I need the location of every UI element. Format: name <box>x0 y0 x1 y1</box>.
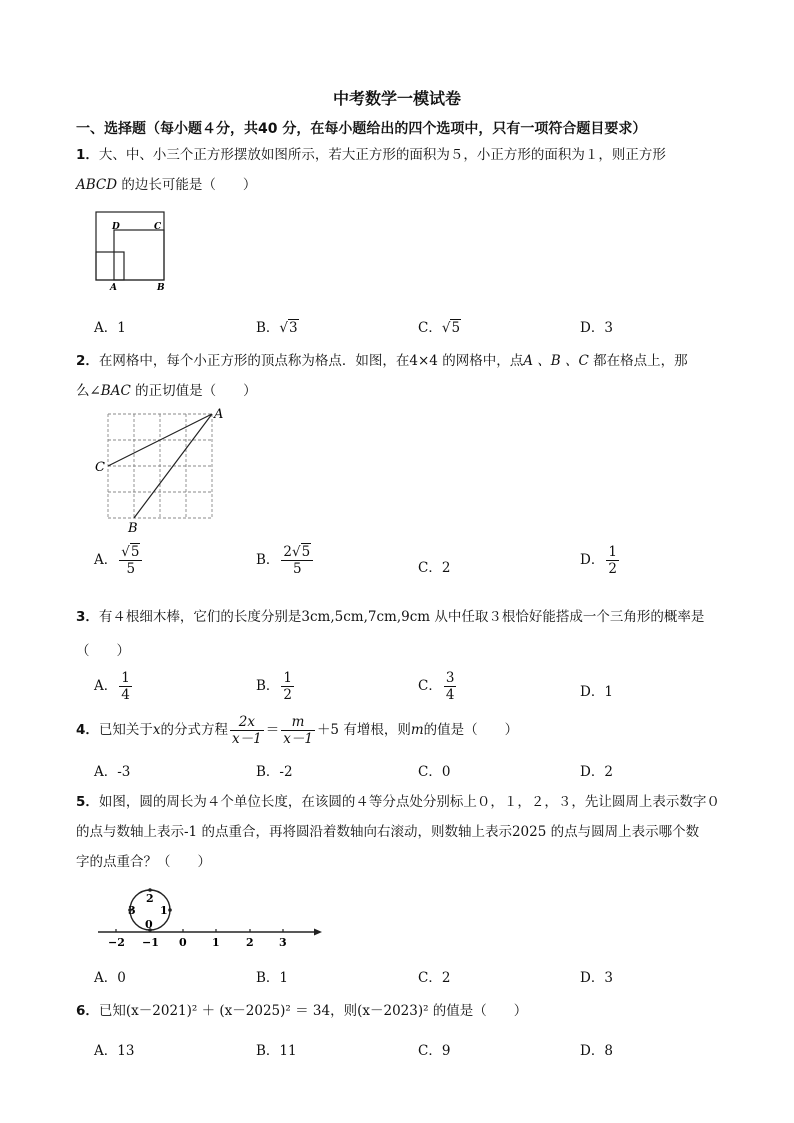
tick-label: −2 <box>108 936 125 949</box>
q1-option-a[interactable]: A．1 <box>94 320 126 336</box>
question-1 <box>76 140 756 170</box>
medium-square <box>114 230 164 280</box>
fraction: $\frac{√5}{5}$ <box>119 544 142 577</box>
fraction: $\frac{1}{2}$ <box>608 544 617 577</box>
axis-arrow-icon <box>314 929 322 936</box>
question-text: 大、中、小三个正方形摆放如图所示，若大正方形的面积为５，小正方形的面积为１，则正方形 <box>98 147 666 163</box>
question-3-line2: （ ） <box>76 643 130 659</box>
q5-option-c[interactable]: C．2 <box>418 970 451 986</box>
q3-option-a[interactable]: A． $\frac{1}{4}$ <box>94 670 130 703</box>
q2-option-d[interactable]: D． $\frac{1}{2}$ <box>580 544 617 577</box>
circle-label-1: 1 <box>160 904 168 917</box>
label-c: C <box>154 222 162 232</box>
q4-option-d[interactable]: D．2 <box>580 764 613 780</box>
variable-abcd: ABCD <box>76 177 118 193</box>
q3-option-c[interactable]: C． $\frac{3}{4}$ <box>418 670 455 703</box>
circle-label-0: 0 <box>145 918 153 931</box>
question-number: 2． <box>76 353 99 369</box>
q6-option-d[interactable]: D．8 <box>580 1043 613 1059</box>
q3-option-b[interactable]: B． $\frac{1}{2}$ <box>256 670 293 703</box>
label-c: C <box>95 460 105 475</box>
question-2: 2．在网格中，每个小正方形的顶点称为格点．如图，在4×4 的网格中，点A 、B 、C 都在格点上，那 <box>76 353 688 369</box>
question-number: 5． <box>76 794 99 810</box>
grid-figure <box>88 404 238 538</box>
q1-option-d[interactable]: D．3 <box>580 320 613 336</box>
math-expression: (x－2021)² ＋ (x－2025)² ＝ 34 <box>125 1003 331 1019</box>
q2-option-b[interactable]: B． $\frac{2√5}{5}$ <box>256 544 315 577</box>
question-number: 3． <box>76 609 99 625</box>
sqrt-expression: √5 <box>441 320 461 336</box>
label-b: B <box>157 283 165 293</box>
question-5-line3: 字的点重合？（ ） <box>76 854 211 870</box>
small-square <box>96 252 124 280</box>
question-5: 5．如图，圆的周长为４个单位长度，在该圆的４等分点处分别标上０，１，２，３，先让圆周上表示数字０ <box>76 794 720 810</box>
tick-label: 0 <box>179 936 187 949</box>
label-b: B <box>128 521 138 536</box>
fraction: $\frac{1}{4}$ <box>121 670 130 703</box>
label-a: A <box>110 283 117 293</box>
question-number: 4． <box>76 722 99 738</box>
tick-label: 1 <box>212 936 220 949</box>
question-6: 6．已知(x－2021)² ＋ (x－2025)² ＝ 34，则(x－2023)² 的值是（ ） <box>76 1003 528 1019</box>
tick-label: 3 <box>279 936 287 949</box>
page-title: 中考数学一模试卷 <box>332 89 461 108</box>
question-5-line2: 的点与数轴上表示-1 的点重合，再将圆沿着数轴向右滚动，则数轴上表示2025 的点与圆周上表示哪个数 <box>76 824 700 840</box>
tick-label: 2 <box>246 936 254 949</box>
sqrt-expression: √3 <box>279 320 298 336</box>
q4-option-c[interactable]: C．0 <box>418 764 451 780</box>
q5-option-b[interactable]: B．1 <box>256 970 289 986</box>
q1-option-c[interactable]: C．√5 <box>418 320 461 336</box>
q5-option-d[interactable]: D．3 <box>580 970 613 986</box>
q1-option-b[interactable]: B．√3 <box>256 320 298 336</box>
question-4: 4．已知关于x的分式方程 $\frac{2x}{x-1}$ ＝ $\frac{m}{x-1}$ ＋5 有增根，则m的值是（ ） <box>76 714 519 747</box>
q5-option-a[interactable]: A．0 <box>94 970 126 986</box>
label-d: D <box>112 222 120 232</box>
question-text: 的边长可能是（ ） <box>117 177 257 193</box>
q2-option-c[interactable]: C．2 <box>418 560 451 576</box>
number-line-figure <box>92 880 332 952</box>
squares-figure <box>92 208 172 294</box>
q6-option-a[interactable]: A．13 <box>94 1043 135 1059</box>
q4-option-b[interactable]: B．-2 <box>256 764 293 780</box>
q6-option-c[interactable]: C．9 <box>418 1043 451 1059</box>
question-2-line2: 么∠BAC 的正切值是（ ） <box>76 383 257 399</box>
math-expression: (x－2023)² <box>357 1003 429 1019</box>
q2-option-a[interactable]: A． $\frac{√5}{5}$ <box>94 544 144 577</box>
question-number: 6． <box>76 1003 99 1019</box>
question-number: 1． <box>76 147 99 163</box>
circle-label-2: 2 <box>146 892 154 905</box>
tick-label: −1 <box>142 936 159 949</box>
fraction: $\frac{1}{2}$ <box>283 670 293 703</box>
fraction: $\frac{m}{x-1}$ <box>283 714 313 747</box>
fraction: $\frac{2x}{x-1}$ <box>232 714 262 747</box>
question-1-line2 <box>76 170 756 200</box>
circle-label-3: 3 <box>128 904 136 917</box>
label-a: A <box>214 407 224 422</box>
q3-option-d[interactable]: D．1 <box>580 684 613 700</box>
section-heading: 一、选择题（每小题４分，共40 分，在每小题给出的四个选项中，只有一项符合题目要求） <box>76 121 647 137</box>
q6-option-b[interactable]: B．11 <box>256 1043 297 1059</box>
fraction: $\frac{2√5}{5}$ <box>281 544 313 577</box>
fraction: $\frac{3}{4}$ <box>445 670 455 703</box>
q4-option-a[interactable]: A．-3 <box>94 764 131 780</box>
question-3: 3．有４根细木棒，它们的长度分别是3cm,5cm,7cm,9cm 从中任取３根恰好能搭成一个三角形的概率是 <box>76 609 705 625</box>
